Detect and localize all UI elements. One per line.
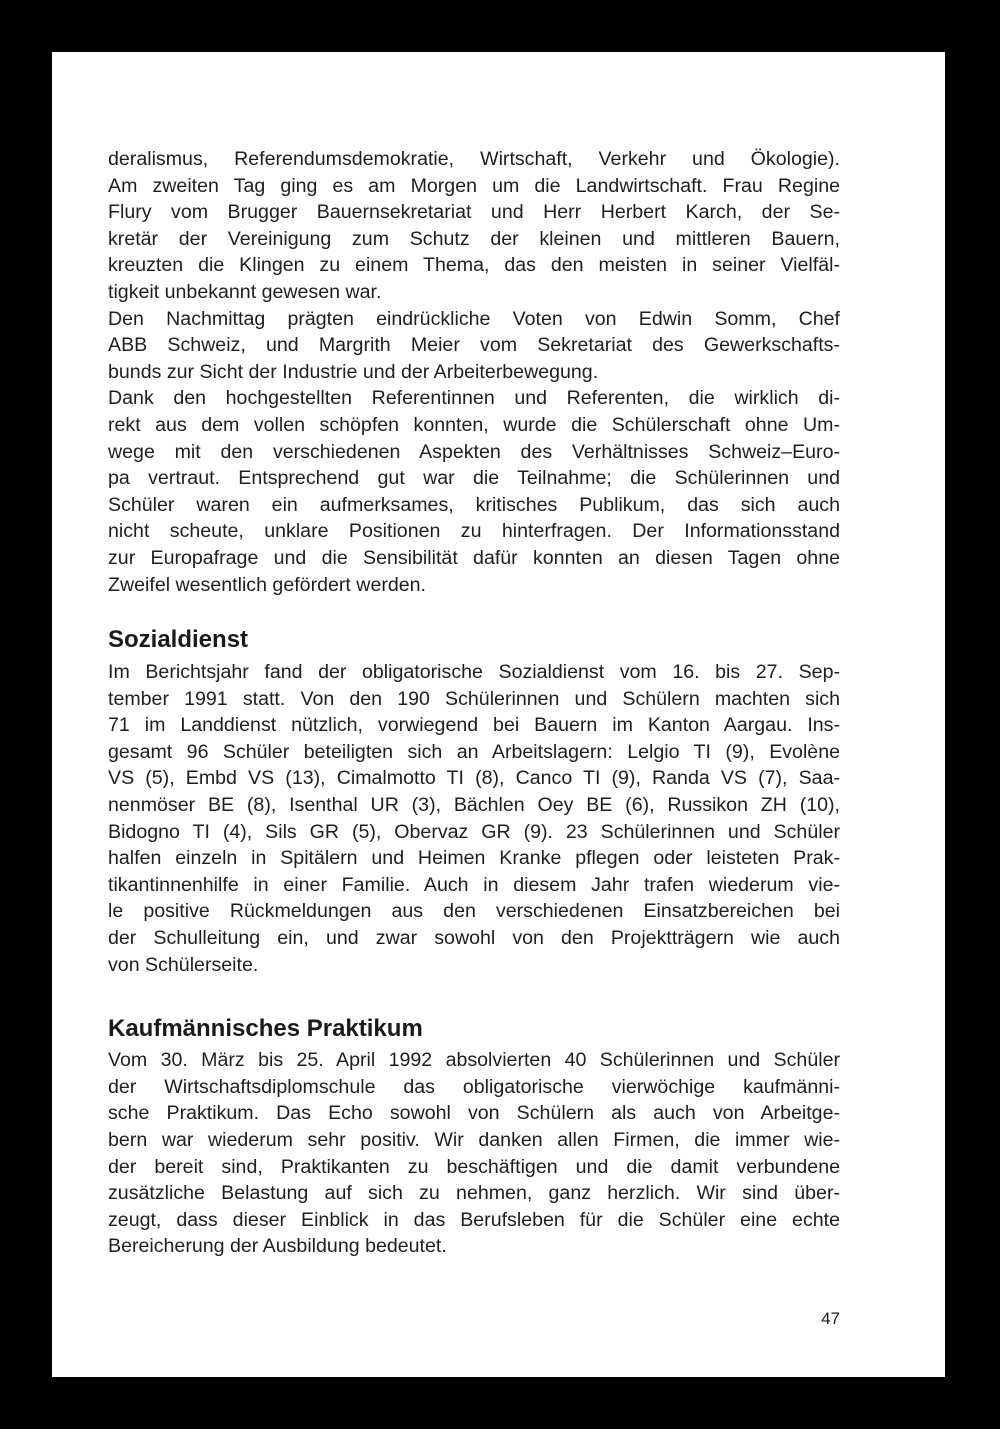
text-line: Dank den hochgestellten Referentinnen und Referenten, die wirklich di- [108,387,840,410]
text-line: Vom 30. März bis 25. April 1992 absolvierten 40 Schülerinnen und Schüler [108,1049,840,1072]
text-line: le positive Rückmeldungen aus den verschiedenen Einsatzbereichen bei [108,900,840,923]
text-line: nenmöser BE (8), Isenthal UR (3), Bächlen Oey BE (6), Russikon ZH (10), [108,794,840,817]
text-line: pa vertraut. Entsprechend gut war die Teilnahme; die Schülerinnen und [108,467,840,490]
text-line: der Wirtschaftsdiplomschule das obligatorische vierwöchige kaufmänni- [108,1075,840,1098]
text-line: kreuzten die Klingen zu einem Thema, das den meisten in seiner Vielfäl- [108,254,840,277]
page-number: 47 [821,1309,840,1328]
text-line: Im Berichtsjahr fand der obligatorische Sozialdienst vom 16. bis 27. Sep- [108,661,840,684]
text-line: Zweifel wesentlich gefördert werden. [108,573,427,596]
text-line: von Schülerseite. [108,953,259,976]
text-line: Schüler waren ein aufmerksames, kritisches Publikum, das sich auch [108,493,840,516]
text-line: Bidogno TI (4), Sils GR (5), Obervaz GR (9). 23 Schülerinnen und Schüler [108,820,840,843]
text-line: wege mit den verschiedenen Aspekten des Verhältnisses Schweiz–Euro- [108,440,840,463]
text-line: gesamt 96 Schüler beteiligten sich an Arbeitslagern: Lelgio TI (9), Evolène [108,740,840,763]
section-heading-praktikum: Kaufmännisches Praktikum [108,1015,423,1043]
section-heading-sozialdienst: Sozialdienst [108,626,249,654]
text-line: zur Europafrage und die Sensibilität dafür konnten an diesen Tagen ohne [108,546,840,569]
text-line: tikantinnenhilfe in einer Familie. Auch in diesem Jahr trafen wiederum vie- [108,873,840,896]
sozialdienst-paragraph [108,659,840,978]
text-line: kretär der Vereinigung zum Schutz der kleinen und mittleren Bauern, [108,227,840,250]
text-line: nicht scheute, unklare Positionen zu hinterfragen. Der Informationsstand [108,520,840,543]
text-line: Den Nachmittag prägten eindrückliche Voten von Edwin Somm, Chef [108,307,840,330]
text-line: tember 1991 statt. Von den 190 Schülerinnen und Schülern machten sich [108,687,840,710]
text-line: bunds zur Sicht der Industrie und der Arbeiterbewegung. [108,360,599,383]
text-line: Flury vom Brugger Bauernsekretariat und Herr Herbert Karch, der Se- [108,201,840,224]
intro-paragraph [108,146,840,598]
text-line: ABB Schweiz, und Margrith Meier vom Sekretariat des Gewerkschafts- [108,334,840,357]
text-line: zeugt, dass dieser Einblick in das Berufsleben für die Schüler eine echte [108,1208,840,1231]
text-line: sche Praktikum. Das Echo sowohl von Schülern als auch von Arbeitge- [108,1102,840,1125]
text-line: 71 im Landdienst nützlich, vorwiegend bei Bauern im Kanton Aargau. Ins- [108,714,840,737]
text-line: zusätzliche Belastung auf sich zu nehmen, ganz herzlich. Wir sind über- [108,1182,840,1205]
page-content [108,146,840,1260]
text-line: halfen einzeln in Spitälern und Heimen Kranke pflegen oder leisteten Prak- [108,847,840,870]
text-line: deralismus, Referendumsdemokratie, Wirtschaft, Verkehr und Ökologie). [108,148,840,170]
text-line: rekt aus dem vollen schöpfen konnten, wurde die Schülerschaft ohne Um- [108,413,840,436]
praktikum-paragraph [108,1047,840,1260]
document-page [52,52,945,1377]
text-line: Am zweiten Tag ging es am Morgen um die Landwirtschaft. Frau Regine [108,174,840,197]
text-line: der Schulleitung ein, und zwar sowohl von den Projektträgern wie auch [108,927,840,950]
text-line: der bereit sind, Praktikanten zu beschäftigen und die damit verbundene [108,1155,840,1178]
text-line: bern war wiederum sehr positiv. Wir danken allen Firmen, die immer wie- [108,1129,840,1151]
text-line: tigkeit unbekannt gewesen war. [108,280,382,303]
text-line: Bereicherung der Ausbildung bedeutet. [108,1235,447,1258]
text-line: VS (5), Embd VS (13), Cimalmotto TI (8), Canco TI (9), Randa VS (7), Saa- [108,767,840,790]
